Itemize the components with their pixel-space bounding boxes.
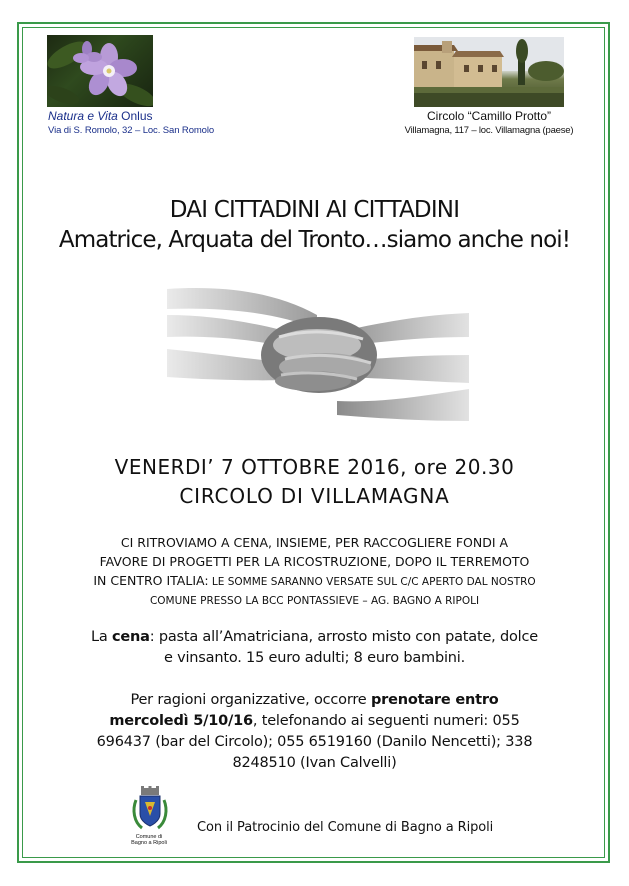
village-building-photo-icon xyxy=(414,37,564,107)
left-org-address: Via di S. Romolo, 32 – Loc. San Romolo xyxy=(48,125,215,136)
booking-line-4: 8248510 (Ivan Calvelli) xyxy=(232,755,397,771)
right-org-name: Circolo “Camillo Protto” xyxy=(426,109,552,123)
dinner-line-1: La cena: pasta all’Amatriciana, arrosto misto con patate, dolce xyxy=(90,629,538,645)
main-headline: DAI CITTADINI AI CITTADINI xyxy=(169,197,460,223)
dinner-info xyxy=(30,627,599,669)
dinner-line-2: e vinsanto. 15 euro adulti; 8 euro bambini. xyxy=(163,650,466,666)
event-place: CIRCOLO DI VILLAMAGNA xyxy=(179,484,450,508)
booking-line-2: mercoledì 5/10/16, telefonando ai seguenti numeri: 055 xyxy=(109,713,520,729)
patronage-text: Con il Patrocinio del Comune di Bagno a Ripoli xyxy=(197,820,494,835)
right-org-address: Villamagna, 117 – loc. Villamagna (paese) xyxy=(404,125,574,136)
sub-headline: Amatrice, Arquata del Tronto…siamo anche noi! xyxy=(58,227,571,253)
booking-line-1: Per ragioni organizzative, occorre prenotare entro xyxy=(130,692,499,708)
joined-hands-photo-icon xyxy=(167,285,469,423)
fundraising-description xyxy=(30,533,599,611)
description-line-4: COMUNE PRESSO LA BCC PONTASSIEVE – AG. BAGNO A RIPOLI xyxy=(149,595,480,607)
description-line-3: IN CENTRO ITALIA: LE SOMME SARANNO VERSATE SUL C/C APERTO DAL NOSTRO xyxy=(93,573,536,588)
left-org-name: Natura e Vita Onlus xyxy=(48,109,153,123)
booking-line-3: 696437 (bar del Circolo); 055 6519160 (Danilo Nencetti); 338 xyxy=(96,734,533,750)
purple-flower-photo-icon xyxy=(47,35,153,107)
coat-of-arms-caption: Comune di Bagno a Ripoli xyxy=(131,834,167,846)
event-date: VENERDI’ 7 OTTOBRE 2016, ore 20.30 xyxy=(114,455,515,479)
booking-info xyxy=(30,690,599,774)
description-line-2: FAVORE DI PROGETTI PER LA RICOSTRUZIONE, DOPO IL TERREMOTO xyxy=(99,554,530,569)
description-line-1: CI RITROVIAMO A CENA, INSIEME, PER RACCOGLIERE FONDI A xyxy=(120,535,509,550)
